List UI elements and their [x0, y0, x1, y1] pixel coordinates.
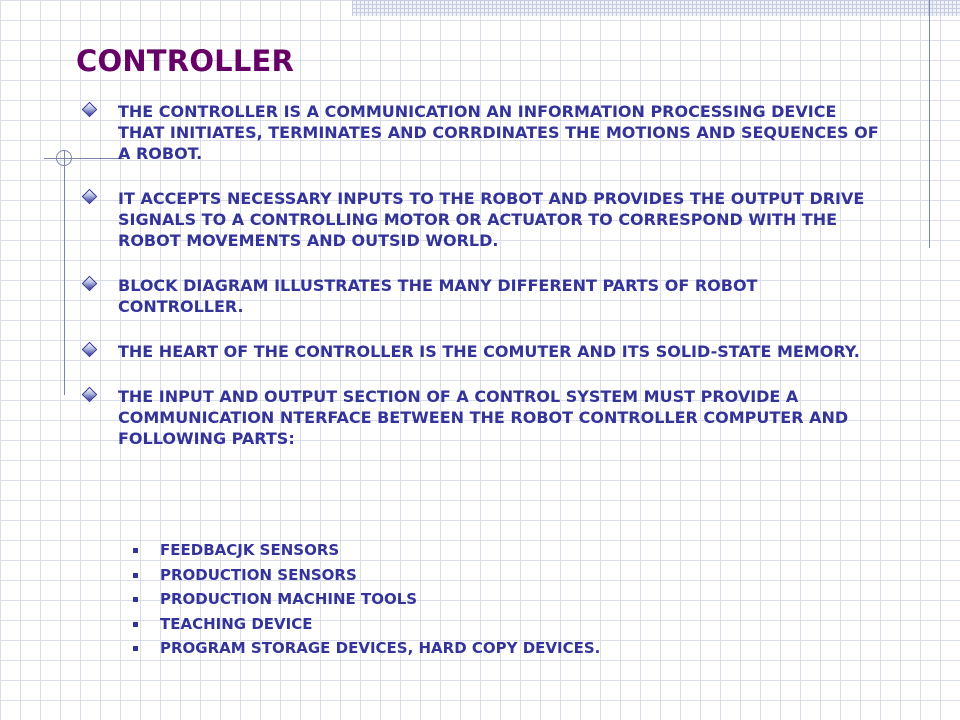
- decorative-circle: [56, 150, 72, 166]
- sub-bullet-text: PRODUCTION SENSORS: [160, 565, 357, 584]
- sub-bullet-text: TEACHING DEVICE: [160, 614, 313, 633]
- bullet-item: [82, 188, 882, 251]
- sub-bullet-item: [133, 587, 600, 612]
- decorative-vertical-line-right: [929, 0, 930, 248]
- bullet-text: THE CONTROLLER IS A COMMUNICATION AN INFORMATION PROCESSING DEVICE THAT INITIATES, TERMINATES AND CORRDINATES THE MOTIONS AND SEQUENCES OF A ROBOT.: [118, 102, 879, 163]
- bullet-text: BLOCK DIAGRAM ILLUSTRATES THE MANY DIFFERENT PARTS OF ROBOT CONTROLLER.: [118, 276, 758, 316]
- diamond-bullet-icon: [82, 189, 98, 205]
- bullet-item: [82, 341, 882, 362]
- bullet-item: [82, 275, 882, 317]
- square-bullet-icon: [133, 622, 138, 627]
- square-bullet-icon: [133, 548, 138, 553]
- bullet-item: [82, 386, 882, 449]
- bullet-text: THE INPUT AND OUTPUT SECTION OF A CONTROL SYSTEM MUST PROVIDE A COMMUNICATION NTERFACE BETWEEN THE ROBOT CONTROLLER COMPUTER AND FOLLOWING PARTS:: [118, 387, 849, 448]
- bullet-text: THE HEART OF THE CONTROLLER IS THE COMUTER AND ITS SOLID-STATE MEMORY.: [118, 342, 860, 361]
- sub-bullet-text: PROGRAM STORAGE DEVICES, HARD COPY DEVICES.: [160, 639, 601, 657]
- sub-bullet-item: [133, 538, 600, 563]
- square-bullet-icon: [133, 646, 138, 651]
- diamond-bullet-icon: [82, 102, 98, 118]
- slide-title: CONTROLLER: [76, 44, 295, 78]
- top-decoration-band: [352, 0, 960, 16]
- sub-bullet-list: [133, 538, 600, 661]
- sub-bullet-text: PRODUCTION MACHINE TOOLS: [160, 590, 418, 608]
- bullet-text: IT ACCEPTS NECESSARY INPUTS TO THE ROBOT AND PROVIDES THE OUTPUT DRIVE SIGNALS TO A CONTROLLING MOTOR OR ACTUATOR TO CORRESPOND WITH THE ROBOT MOVEMENTS AND OUTSID WORLD.: [118, 189, 865, 250]
- sub-bullet-text: FEEDBACJK SENSORS: [160, 541, 340, 559]
- square-bullet-icon: [133, 597, 138, 602]
- square-bullet-icon: [133, 573, 138, 578]
- bullet-item: [82, 101, 882, 164]
- sub-bullet-item: [133, 563, 600, 588]
- sub-bullet-item: [133, 612, 600, 637]
- decorative-vertical-line-left: [64, 150, 65, 395]
- diamond-bullet-icon: [82, 276, 98, 292]
- diamond-bullet-icon: [82, 387, 98, 403]
- main-bullet-list: [82, 101, 882, 473]
- diamond-bullet-icon: [82, 342, 98, 358]
- sub-bullet-item: [133, 636, 600, 661]
